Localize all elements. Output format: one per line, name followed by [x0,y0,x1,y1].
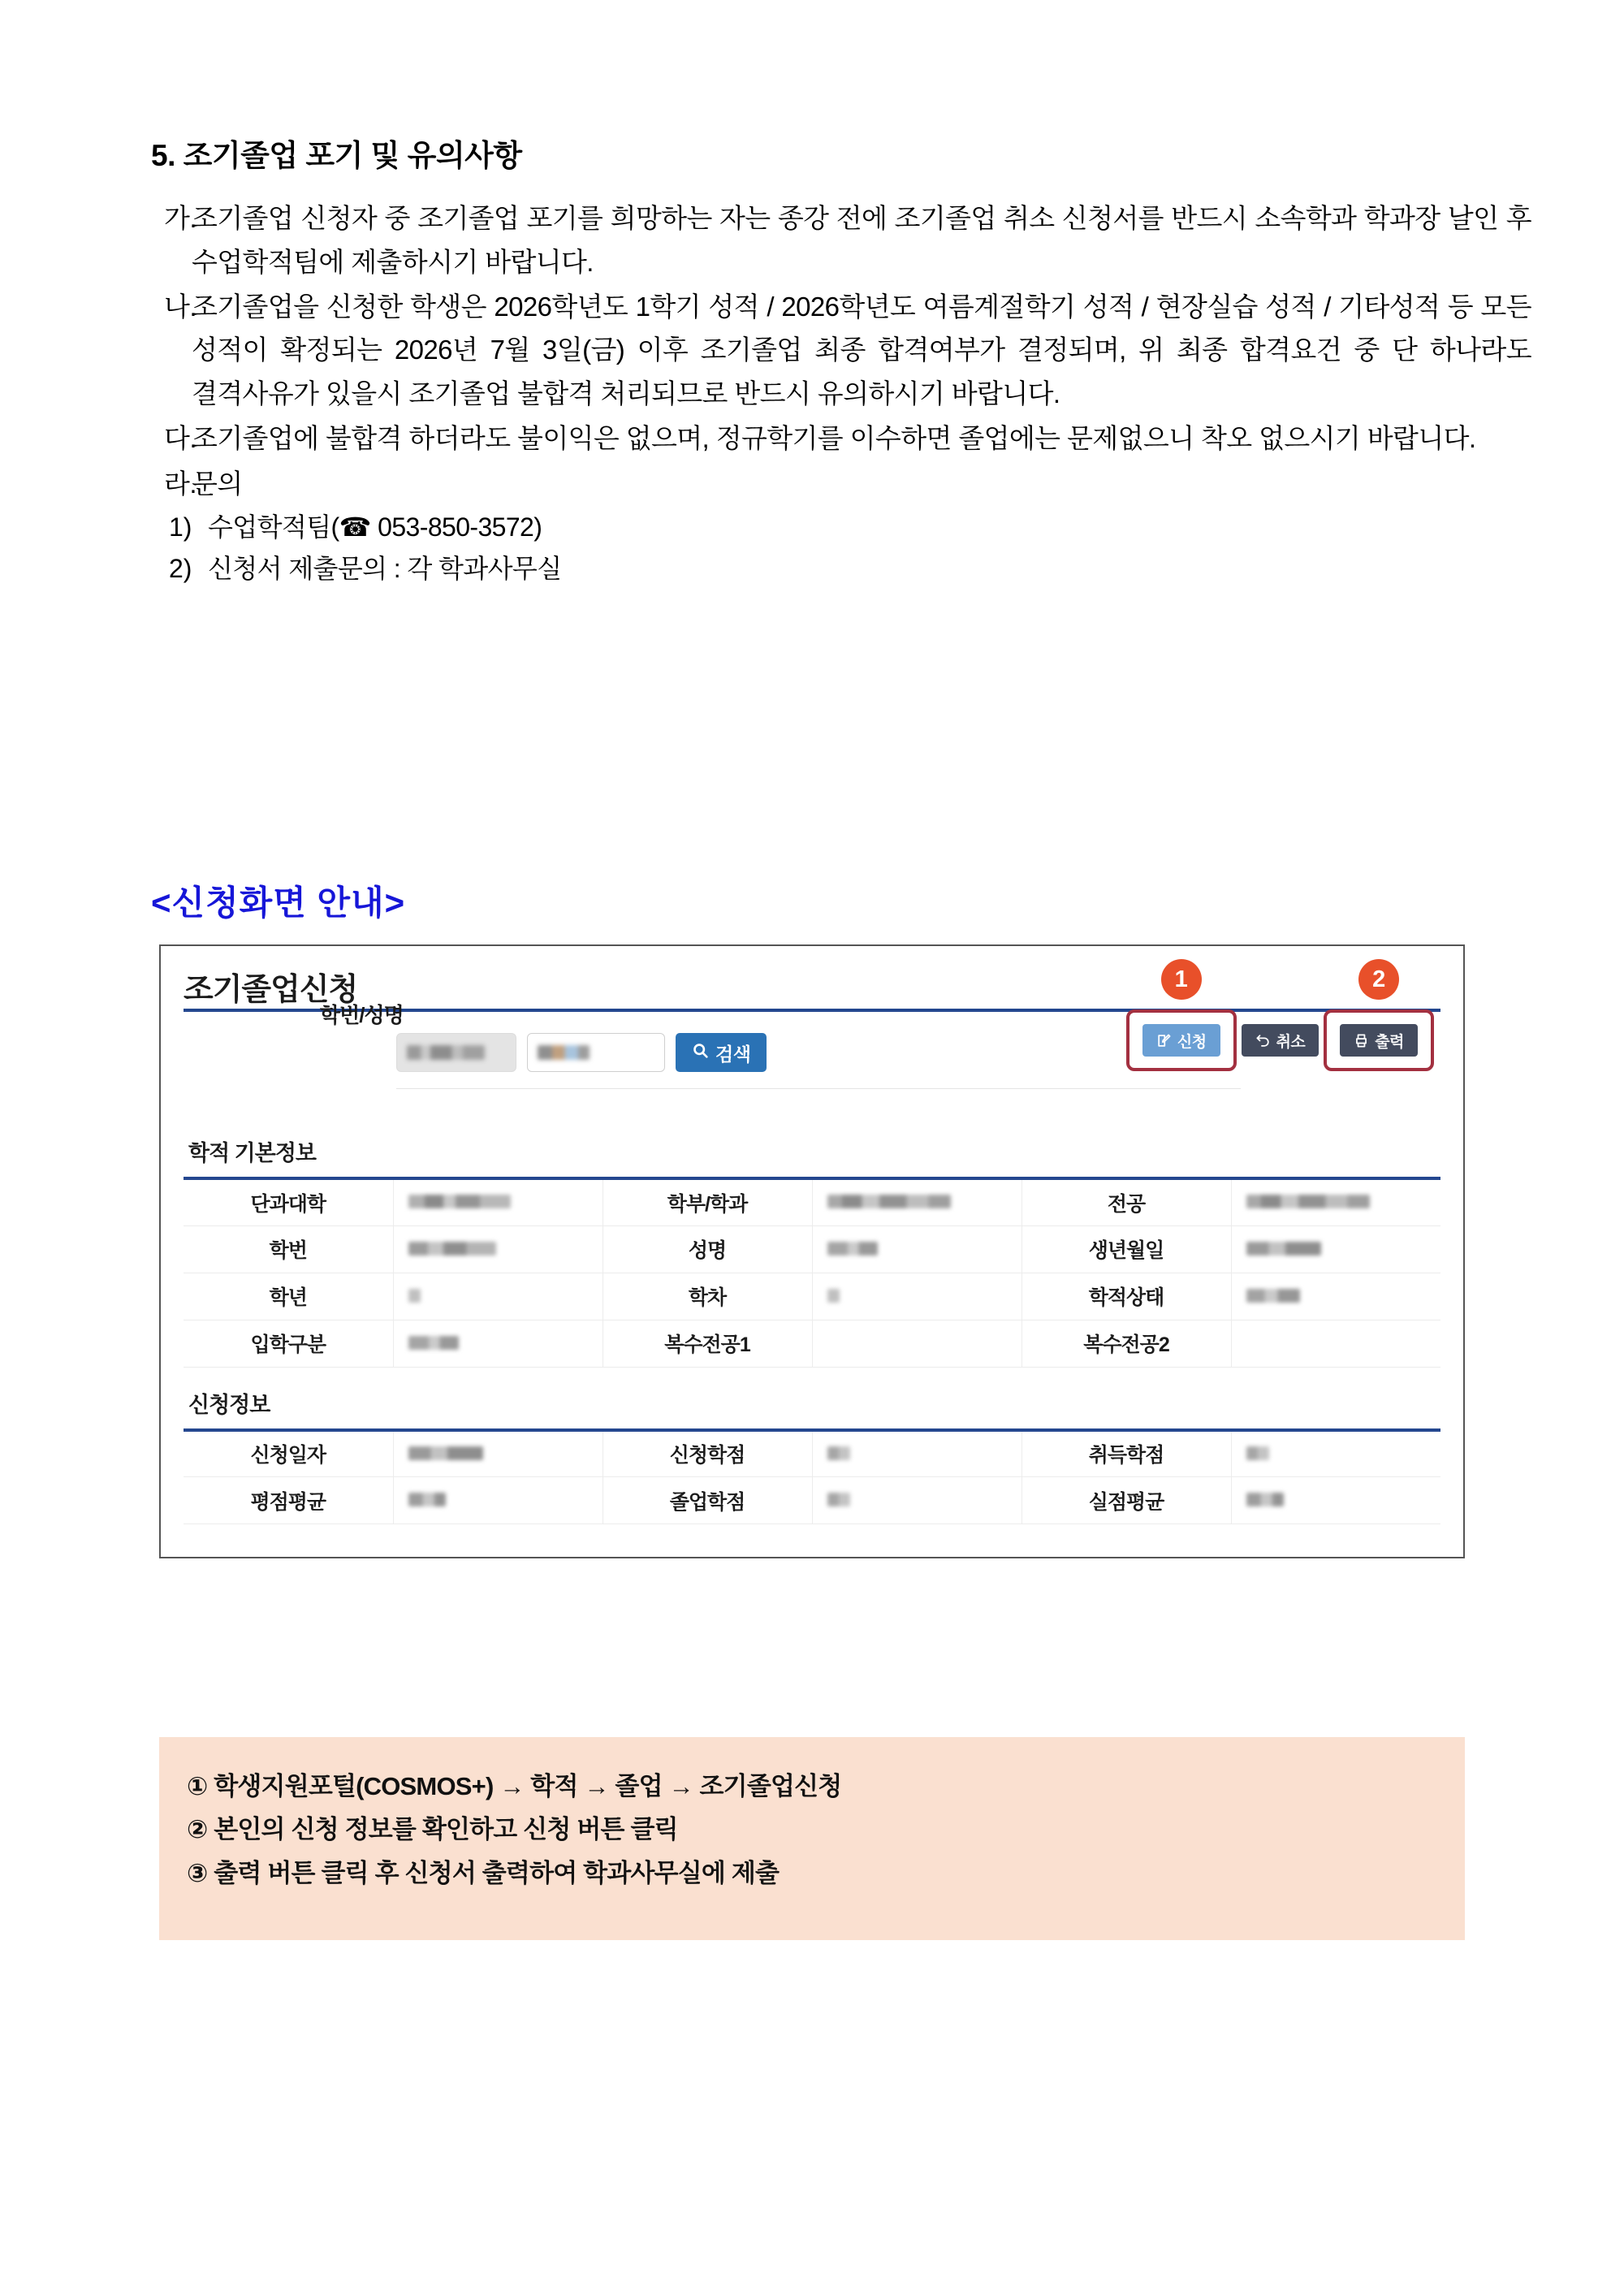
cell-label: 평점평균 [184,1477,393,1524]
sub-item-marker: 1) [169,512,192,542]
item-text: 조기졸업을 신청한 학생은 2026학년도 1학기 성적 / 2026학년도 여름계절학기 성적 / 현장실습 성적 / 기타성적 등 모든 성적이 확정되는 2026년 7월 3일(금) 이후 조기졸업 최종 합격여부가 결정되며, 위 최종 합격요건 중 단 하나라도 결격사유가 있을시 조기졸업 불합격 처리되므로 반드시 유의하시기 바랍니다. [192,292,1531,408]
screen-guide-heading: <신청화면 안내> [151,884,406,922]
cell-label: 복수전공2 [1021,1320,1231,1367]
panel-title: 조기졸업신청 [184,973,358,1007]
basic-info-section [161,1135,1463,1368]
cell-value [812,1178,1021,1225]
search-underline [396,1088,1241,1089]
apply-button-label: 신청 [1177,1033,1207,1051]
redacted-value [408,1446,483,1460]
item-text: 조기졸업 신청자 중 조기졸업 포기를 희망하는 자는 종강 전에 조기졸업 취소 신청서를 반드시 소속학과 학과장 날인 후 수업학적팀에 제출하시기 바랍니다. [192,203,1531,277]
cell-label: 실점평균 [1021,1477,1231,1524]
cell-value [812,1477,1021,1524]
search-strip [161,1003,1463,1116]
cell-value [1231,1477,1440,1524]
cell-value [393,1273,603,1320]
cell-label: 학번 [184,1225,393,1273]
cell-value [812,1273,1021,1320]
redacted-value [1246,1446,1269,1460]
application-info-table [184,1428,1440,1525]
cell-value [1231,1320,1440,1367]
cell-label: 학적상태 [1021,1273,1231,1320]
item-marker: 가. [164,203,197,234]
redacted-value [827,1446,850,1460]
list-item [151,197,1531,283]
basic-info-title: 학적 기본정보 [188,1141,316,1165]
student-id-input[interactable] [396,1033,516,1072]
callout-badge-1: 1 [1161,959,1202,1000]
student-name-value [538,1045,590,1060]
student-id-value [407,1045,485,1060]
table-row [184,1430,1440,1477]
cell-value [1231,1178,1440,1225]
cell-value [1231,1430,1440,1477]
search-button-label: 검색 [715,1043,751,1065]
table-row [184,1273,1440,1320]
item-marker: 다. [164,423,197,454]
search-button[interactable] [676,1033,767,1072]
item-text: 조기졸업에 불합격 하더라도 불이익은 없으며, 정규학기를 이수하면 졸업에는 문제없으니 착오 없으시기 바랍니다. [192,423,1476,454]
cell-value [812,1320,1021,1367]
list-item [151,285,1531,415]
cell-value [812,1225,1021,1273]
section-number: 5. [151,139,175,172]
cell-value [393,1225,603,1273]
instruction-line: ② 본인의 신청 정보를 확인하고 신청 버튼 클릭 [187,1815,678,1844]
cell-label: 복수전공1 [603,1320,812,1367]
section-title: 조기졸업 포기 및 유의사항 [183,139,522,172]
student-name-input[interactable] [527,1033,665,1072]
redacted-value [408,1195,511,1208]
cell-label: 단과대학 [184,1178,393,1225]
table-row [184,1477,1440,1524]
sub-list-item [151,548,1531,590]
section-heading [151,136,1531,175]
cell-value [812,1430,1021,1477]
redacted-value [1246,1289,1300,1303]
instruction-line: ③ 출력 버튼 클릭 후 신청서 출력하여 학과사무실에 제출 [187,1858,780,1887]
cancel-button-label: 취소 [1276,1033,1306,1051]
cell-label: 졸업학점 [603,1477,812,1524]
cell-label: 학차 [603,1273,812,1320]
redacted-value [827,1289,840,1303]
document-body [151,136,1531,590]
cell-label: 성명 [603,1225,812,1273]
sub-item-text: 신청서 제출문의 : 각 학과사무실 [208,554,562,584]
cell-value [393,1178,603,1225]
instruction-line: ① 학생지원포털(COSMOS+) → 학적 → 졸업 → 조기졸업신청 [187,1772,842,1800]
cell-label: 신청일자 [184,1430,393,1477]
redacted-value [1246,1242,1321,1256]
cell-value [393,1430,603,1477]
print-button-label: 출력 [1375,1033,1404,1051]
cell-value [393,1320,603,1367]
redacted-value [408,1336,459,1350]
sub-item-marker: 2) [169,554,192,584]
callout-badge-2: 2 [1358,959,1399,1000]
application-info-title: 신청정보 [188,1392,270,1417]
item-marker: 라. [164,468,197,499]
redacted-value [1246,1195,1370,1208]
panel-bottom-spacer [161,1524,1463,1557]
cell-label: 학부/학과 [603,1178,812,1225]
cell-value [393,1477,603,1524]
cell-label: 생년월일 [1021,1225,1231,1273]
application-info-section [161,1387,1463,1525]
sub-list-item [151,507,1531,548]
item-text: 문의 [192,468,243,499]
table-row [184,1225,1440,1273]
redacted-value [1246,1493,1284,1506]
cell-label: 전공 [1021,1178,1231,1225]
redacted-value [827,1242,878,1256]
table-row [184,1178,1440,1225]
search-label: 학번/성명 [320,1003,404,1027]
sub-item-text: 수업학적팀(☎ 053-850-3572) [208,512,542,542]
cell-label: 취득학점 [1021,1430,1231,1477]
basic-info-table [184,1177,1440,1368]
application-screen-panel [159,944,1465,1558]
list-item [151,462,1531,505]
cell-label: 입학구분 [184,1320,393,1367]
cell-label: 신청학점 [603,1430,812,1477]
cell-label: 학년 [184,1273,393,1320]
redacted-value [408,1289,421,1303]
cell-value [1231,1225,1440,1273]
table-row [184,1320,1440,1367]
item-marker: 나. [164,292,197,322]
redacted-value [408,1242,496,1256]
instruction-note-box [159,1737,1465,1940]
redacted-value [408,1493,446,1506]
cell-value [1231,1273,1440,1320]
magnifier-icon [692,1042,709,1064]
redacted-value [827,1493,850,1506]
redacted-value [827,1195,951,1208]
list-item [151,417,1531,460]
